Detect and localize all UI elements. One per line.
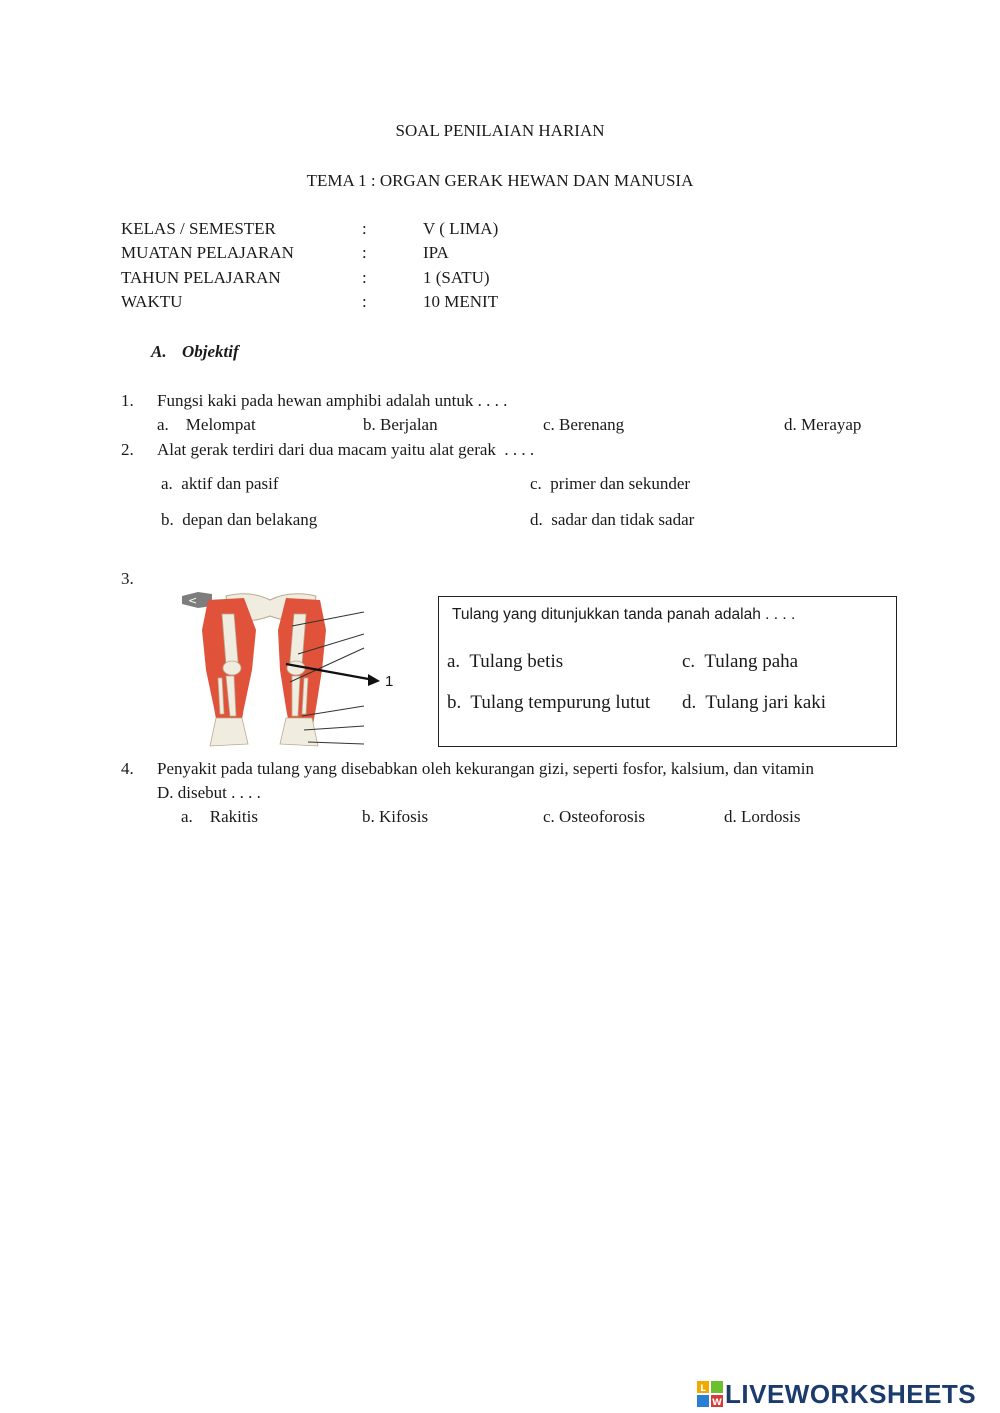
info-sep-class: : bbox=[362, 219, 367, 238]
question-text: Tulang yang ditunjukkan tanda panah adalah . . . . bbox=[452, 606, 796, 623]
question-text: Alat gerak terdiri dari dua macam yaitu alat gerak . . . . bbox=[157, 440, 535, 459]
info-sep-subject: : bbox=[362, 243, 367, 262]
info-sep-year: : bbox=[362, 268, 367, 287]
option-d[interactable]: d. Tulang jari kaki bbox=[682, 692, 827, 713]
option-c[interactable]: c. Tulang paha bbox=[682, 651, 799, 672]
leg-skeleton-image bbox=[178, 590, 400, 752]
info-label-time: WAKTU bbox=[121, 292, 183, 311]
question-number: 1. bbox=[121, 391, 134, 410]
option-d[interactable]: d. Lordosis bbox=[724, 807, 801, 826]
option-a[interactable]: a. aktif dan pasif bbox=[161, 474, 279, 493]
info-sep-time: : bbox=[362, 292, 367, 311]
question-text-line-1: Penyakit pada tulang yang disebabkan oleh kekurangan gizi, seperti fosfor, kalsium, dan vitamin bbox=[157, 759, 814, 778]
option-b[interactable]: b. Kifosis bbox=[362, 807, 429, 826]
worksheet-title: SOAL PENILAIAN HARIAN bbox=[395, 121, 605, 140]
question-number: 4. bbox=[121, 759, 134, 778]
question-text: Fungsi kaki pada hewan amphibi adalah untuk . . . . bbox=[157, 391, 508, 410]
info-value-year: 1 (SATU) bbox=[423, 268, 490, 287]
brand-name: LIVEWORKSHEETS bbox=[725, 1378, 977, 1409]
option-a[interactable]: a. Rakitis bbox=[181, 807, 258, 826]
arrow-label: 1 bbox=[385, 673, 394, 690]
info-value-subject: IPA bbox=[423, 243, 449, 262]
info-value-class: V ( LIMA) bbox=[423, 219, 499, 238]
liveworksheets-logo bbox=[697, 1377, 976, 1411]
option-a[interactable]: a. Melompat bbox=[157, 415, 256, 434]
option-d[interactable]: d. Merayap bbox=[784, 415, 862, 434]
option-c[interactable]: c. primer dan sekunder bbox=[530, 474, 691, 493]
option-b[interactable]: b. depan dan belakang bbox=[161, 510, 318, 529]
badge-letter-l: L bbox=[700, 1384, 706, 1394]
option-b[interactable]: b. Tulang tempurung lutut bbox=[447, 692, 651, 713]
option-d[interactable]: d. sadar dan tidak sadar bbox=[530, 510, 695, 529]
question-number: 3. bbox=[121, 569, 134, 588]
section-label: A. bbox=[151, 342, 167, 361]
option-a[interactable]: a. Tulang betis bbox=[447, 651, 564, 672]
option-b[interactable]: b. Berjalan bbox=[363, 415, 438, 434]
svg-text:<: < bbox=[188, 594, 198, 607]
info-label-class: KELAS / SEMESTER bbox=[121, 219, 276, 238]
question-3-box bbox=[438, 596, 897, 747]
option-c[interactable]: c. Osteoforosis bbox=[543, 807, 645, 826]
section-title: Objektif bbox=[182, 342, 239, 361]
option-c[interactable]: c. Berenang bbox=[543, 415, 625, 434]
worksheet-theme: TEMA 1 : ORGAN GERAK HEWAN DAN MANUSIA bbox=[306, 171, 694, 190]
info-label-subject: MUATAN PELAJARAN bbox=[121, 243, 294, 262]
question-number: 2. bbox=[121, 440, 134, 459]
question-text-line-2: D. disebut . . . . bbox=[157, 783, 261, 802]
liveworksheets-badge-icon bbox=[697, 1381, 723, 1407]
info-label-year: TAHUN PELAJARAN bbox=[121, 268, 281, 287]
info-value-time: 10 MENIT bbox=[423, 292, 499, 311]
badge-letter-w: W bbox=[712, 1398, 722, 1407]
